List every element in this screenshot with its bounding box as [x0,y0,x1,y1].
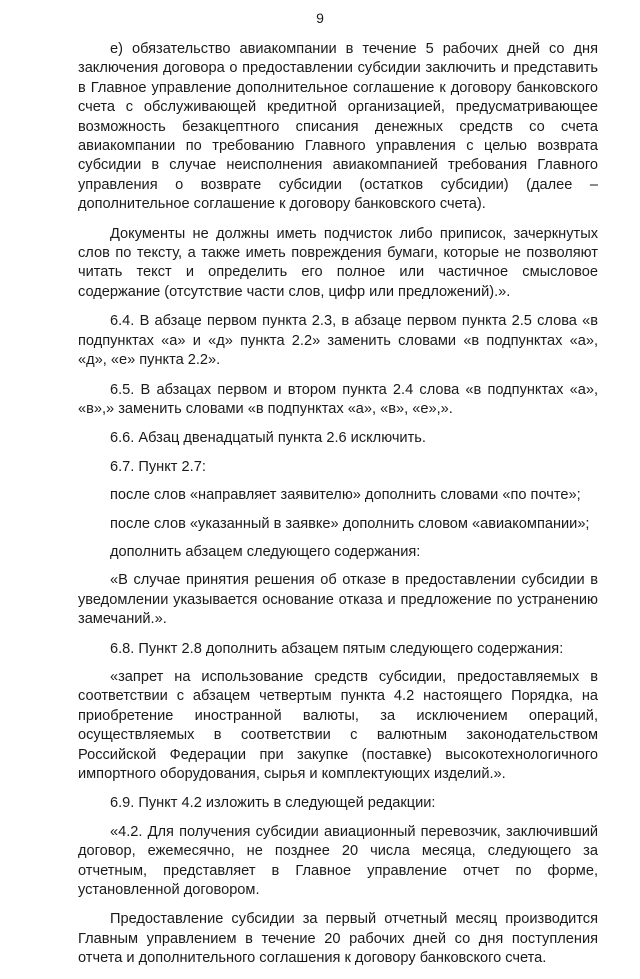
paragraph: е) обязательство авиакомпании в течение 5 рабочих дней со дня заключения договора о предоставлении субсидии заключить и представить в Главное управление дополнительное соглашение к договору банковского счета с обслуживающей кредитной организацией, предусматривающее возможность безакцептного списания денежных средств со счета авиакомпании по требованию Главного управления с целью возврата субсидии в случае неисполнения авиакомпанией требования Главного управления о возврате субсидии (остатков субсидии) (далее – дополнительное соглашение к договору банковского счета). [78,41,598,213]
document-body [78,40,598,979]
page-number: 9 [316,10,324,26]
paragraph: «4.2. Для получения субсидии авиационный перевозчик, заключивший договор, ежемесячно, не позднее 20 числа месяца, следующего за отчетным, представляет в Главное управление отчет по форме, установленной договором. [78,823,598,899]
paragraph: «В случае принятия решения об отказе в предоставлении субсидии в уведомлении указывается основание отказа и предложение по устранению замечаний.». [78,572,598,628]
paragraph: 6.6. Абзац двенадцатый пункта 2.6 исключить. [110,430,426,447]
paragraph: после слов «направляет заявителю» дополнить словами «по почте»; [110,487,581,504]
paragraph: 6.7. Пункт 2.7: [110,458,206,475]
paragraph: 6.9. Пункт 4.2 изложить в следующей редакции: [110,795,436,812]
paragraph: после слов «указанный в заявке» дополнить словом «авиакомпании»; [110,515,590,532]
paragraph: Предоставление субсидии за первый отчетный месяц производится Главным управлением в течение 20 рабочих дней со дня поступления отчета и дополнительного соглашения к договору банковского счета. [78,911,598,967]
paragraph: 6.5. В абзацах первом и втором пункта 2.4 слова «в подпунктах «а», «в»,» заменить словами «в подпунктах «а», «в», «е»,». [78,381,598,417]
paragraph: дополнить абзацем следующего содержания: [110,543,421,560]
paragraph: Документы не должны иметь подчисток либо приписок, зачеркнутых слов по тексту, а также иметь повреждения бумаги, которые не позволяют читать текст и определить его полное или частичное смысловое содержание (отсутствие части слов, цифр или предложений).». [78,225,598,300]
paragraph: «запрет на использование средств субсидии, предоставляемых в соответствии с абзацем четвертым пункта 4.2 настоящего Порядка, на приобретение иностранной валюты, за исключением операций, осуществляемых в соответствии с валютным законодательством Российской Федерации при закупке (поставке) высокотехнологичного импортного оборудования, сырья и комплектующих изделий.». [78,668,598,782]
paragraph: 6.8. Пункт 2.8 дополнить абзацем пятым следующего содержания: [110,640,564,657]
paragraph: 6.4. В абзаце первом пункта 2.3, в абзаце первом пункта 2.5 слова «в подпунктах «а» и «д» пункта 2.2» заменить словами «в подпунктах «а», «д», «е» пункта 2.2». [78,313,598,369]
